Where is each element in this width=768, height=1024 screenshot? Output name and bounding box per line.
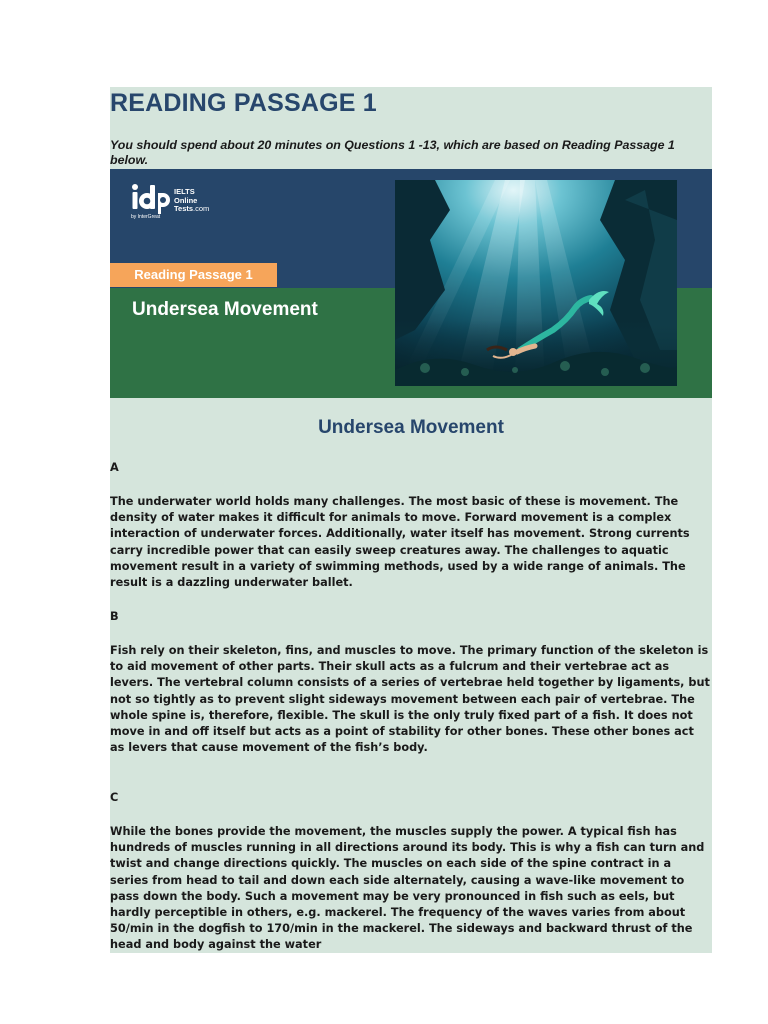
ielts-online-tests-logo xyxy=(131,183,221,223)
logo-byline: by InterGreat xyxy=(131,214,161,220)
passage-banner xyxy=(110,169,712,398)
passage-title: Undersea Movement xyxy=(318,417,504,438)
instruction-text: You should spend about 20 minutes on Questions 1 -13, which are based on Reading Passage 1 below. xyxy=(110,138,675,167)
logo-line-ielts: IELTS xyxy=(174,187,195,196)
logo-line-online: Online xyxy=(174,195,198,205)
banner-title: Undersea Movement xyxy=(132,299,318,320)
page-title: READING PASSAGE 1 xyxy=(110,89,377,117)
logo-wordmark xyxy=(174,188,209,214)
document-page xyxy=(110,87,712,953)
section-c-paragraph: While the bones provide the movement, the muscles supply the power. A typical fish has hundreds of muscles running in all directions around its body. This is why a fish can turn and twist and change directions quickly. The muscles on each side of the spine contract in a series from head to tail and down each side alternately, causing a wave-like movement to pass down the body. Such a movement may be very pronounced in fish such as eels, but hardly perceptible in others, e.g. mackerel. The frequency of the waves varies from about 50/min in the dogfish to 170/min in the mackerel. The sideways and backward thrust of the head and body against the water xyxy=(110,825,705,952)
section-a-paragraph: The underwater world holds many challenges. The most basic of these is movement. The density of water makes it difficult for animals to move. Forward movement is a complex interaction of underwater forces. Additionally, water itself has movement. Strong currents carry incredible power that can easily sweep creatures away. The challenges to aquatic movement result in a variety of swimming methods, used by a wide range of animals. The result is a dazzling underwater ballet. xyxy=(110,495,690,590)
passage-tag: Reading Passage 1 xyxy=(110,263,277,287)
section-letter-a: A xyxy=(110,461,119,474)
underwater-mermaid-photo xyxy=(395,180,677,386)
logo-line-tests: Tests.com xyxy=(174,204,210,213)
section-letter-b: B xyxy=(110,610,119,623)
section-letter-c: C xyxy=(110,791,119,804)
section-b-paragraph: Fish rely on their skeleton, fins, and muscles to move. The primary function of the skeleton is to aid movement of other parts. Their skull acts as a fulcrum and their vertebrae act as levers. The vertebral column consists of a series of vertebrae held together by ligaments, but not so tightly as to prevent slight sideways movement between each pair of vertebrae. The whole spine is, therefore, flexible. The skull is the only truly fixed part of a fish. It does not move in and off itself but acts as a point of stability for other bones. These other bones act as levers that cause movement of the fish’s body. xyxy=(110,644,710,755)
